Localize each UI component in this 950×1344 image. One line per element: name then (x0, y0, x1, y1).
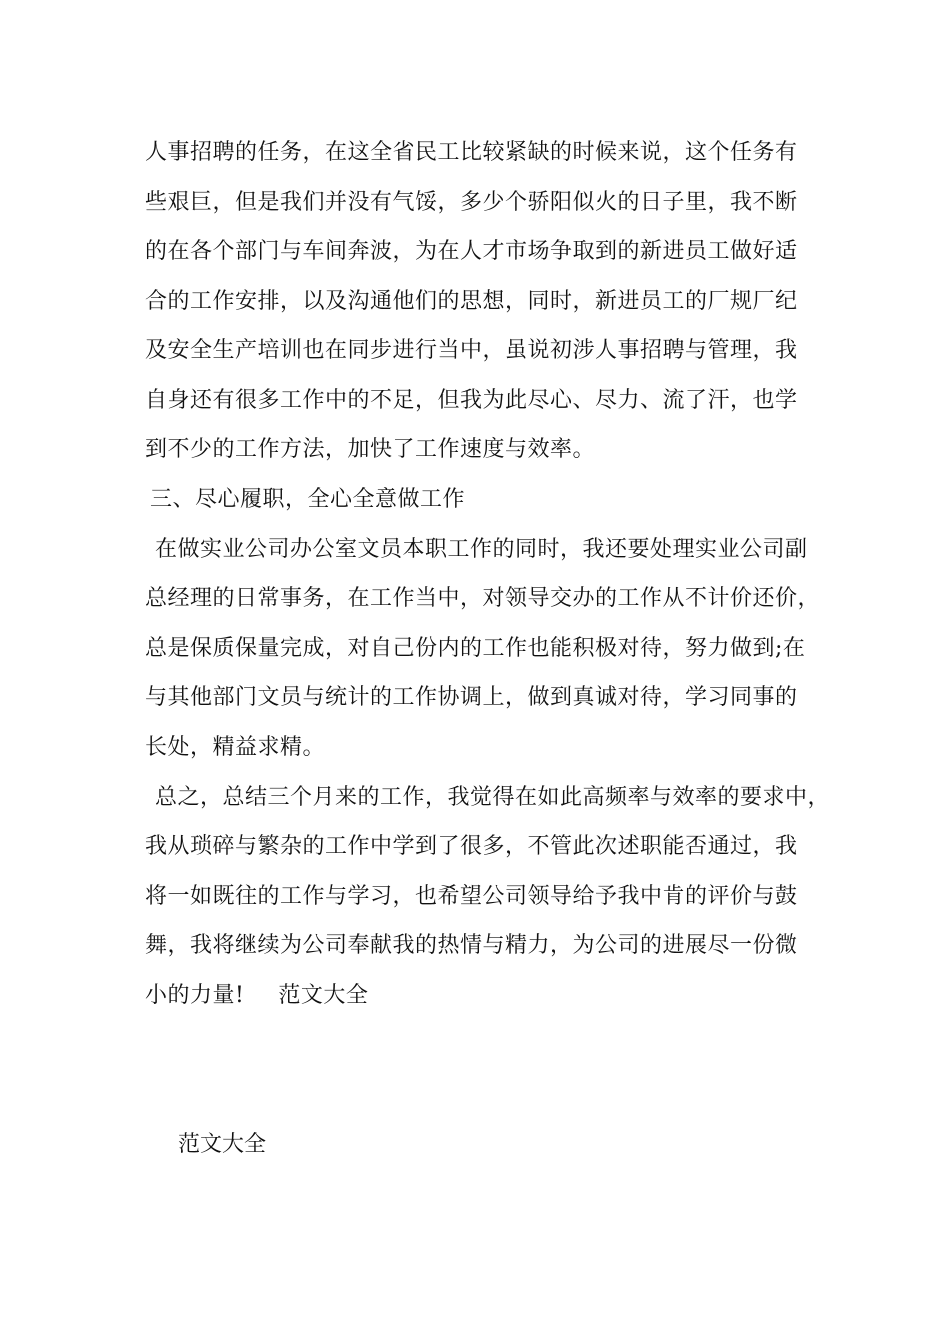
paragraph-1-line-2: 些艰巨，但是我们并没有气馁，多少个骄阳似火的日子里，我不断 (145, 190, 798, 215)
paragraph-1-line-6: 自身还有很多工作中的不足，但我为此尽心、尽力、流了汗，也学 (145, 388, 798, 413)
paragraph-1-line-7: 到不少的工作方法，加快了工作速度与效率。 (145, 437, 596, 462)
paragraph-3-last-text: 小的力量! (145, 983, 245, 1008)
paragraph-2-line-4: 与其他部门文员与统计的工作协调上，做到真诚对待，学习同事的 (145, 685, 798, 710)
section-heading-3: 三、尽心履职，全心全意做工作 (150, 487, 466, 512)
inline-watermark-text: 范文大全 (278, 983, 369, 1008)
paragraph-1-line-1: 人事招聘的任务，在这全省民工比较紧缺的时候来说，这个任务有 (145, 140, 798, 165)
paragraph-3-line-5 (145, 981, 825, 1011)
paragraph-3-line-4: 舞，我将继续为公司奉献我的热情与精力，为公司的进展尽一份微 (145, 933, 798, 958)
paragraph-2-line-1: 在做实业公司办公室文员本职工作的同时，我还要处理实业公司副 (155, 537, 808, 562)
paragraph-2-line-2: 总经理的日常事务，在工作当中，对领导交办的工作从不计价还价， (145, 586, 821, 611)
paragraph-3-line-2: 我从琐碎与繁杂的工作中学到了很多，不管此次述职能否通过，我 (145, 834, 798, 859)
paragraph-2-line-3: 总是保质保量完成，对自己份内的工作也能积极对待，努力做到;在 (145, 636, 806, 661)
paragraph-3-line-3: 将一如既往的工作与学习，也希望公司领导给予我中肯的评价与鼓 (145, 884, 798, 909)
paragraph-3-line-1: 总之，总结三个月来的工作，我觉得在如此高频率与效率的要求中， (155, 785, 831, 810)
paragraph-2-line-5: 长处，精益求精。 (145, 735, 326, 760)
paragraph-1-line-5: 及安全生产培训也在同步进行当中，虽说初涉人事招聘与管理，我 (145, 338, 798, 363)
paragraph-1-line-4: 合的工作安排，以及沟通他们的思想，同时，新进员工的厂规厂纪 (145, 289, 798, 314)
paragraph-1-line-3: 的在各个部门与车间奔波，为在人才市场争取到的新进员工做好适 (145, 239, 798, 264)
footer-text: 范文大全 (178, 1132, 267, 1157)
